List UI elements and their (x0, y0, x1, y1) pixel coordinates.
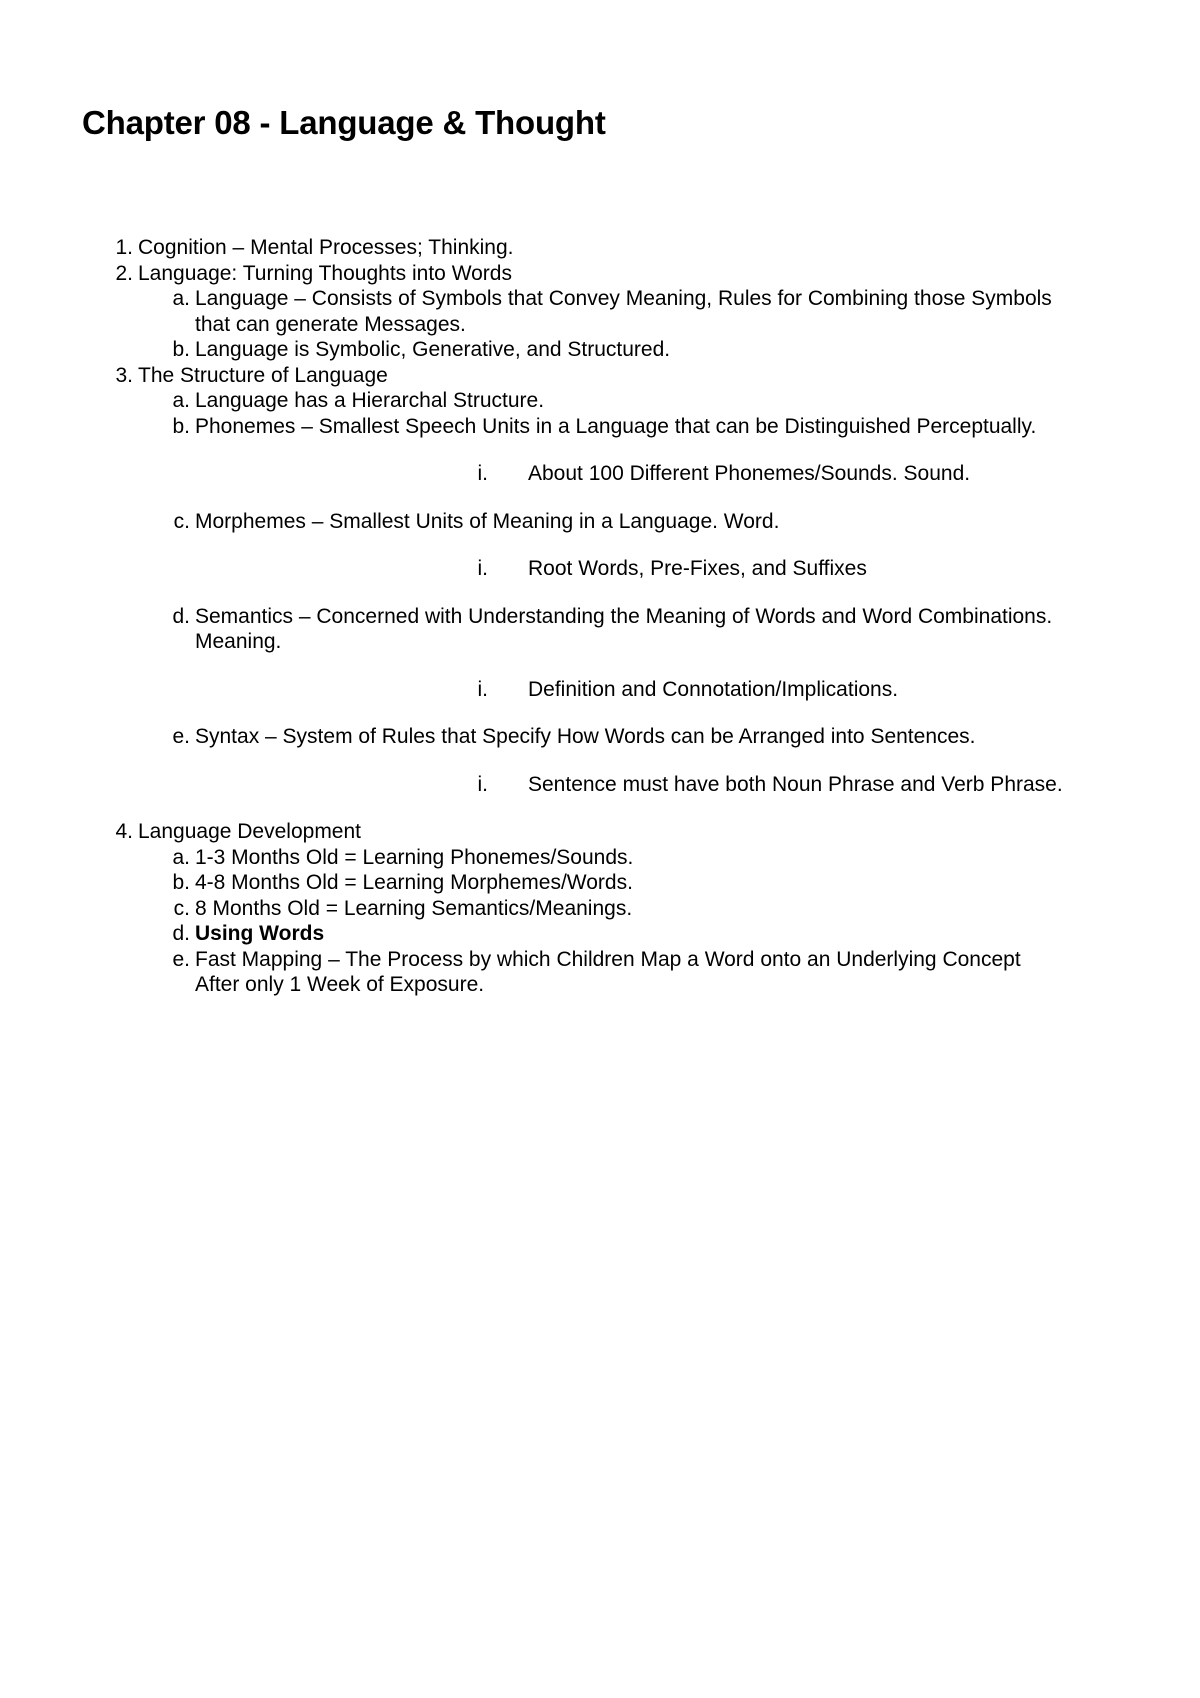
list-item (0, 261, 1200, 287)
list-item (0, 604, 1200, 630)
list-item-text: Sentence must have both Noun Phrase and Verb Phrase. (528, 772, 1063, 796)
list-item-text: Phonemes – Smallest Speech Units in a Language that can be Distinguished Perceptually. (195, 414, 1037, 438)
list-item-text: Root Words, Pre-Fixes, and Suffixes (528, 557, 867, 580)
list-marker: b. (172, 338, 190, 361)
list-item (0, 870, 1200, 896)
outline-list (0, 235, 1200, 998)
list-item (0, 819, 1200, 845)
list-item (0, 461, 1200, 487)
list-item-text: Language has a Hierarchal Structure. (195, 389, 545, 412)
list-marker: 4. (115, 820, 133, 843)
list-item (0, 414, 1200, 440)
list-item-text: 1-3 Months Old = Learning Phonemes/Sounds. (195, 845, 634, 869)
list-marker: b. (172, 871, 190, 894)
list-marker: 2. (115, 261, 133, 285)
list-item (0, 896, 1200, 922)
list-item-text: Meaning. (195, 630, 282, 653)
list-marker: c. (173, 896, 190, 920)
list-item-text: Fast Mapping – The Process by which Children Map a Word onto an Underlying Concept (195, 947, 1021, 971)
list-item-text: The Structure of Language (138, 363, 388, 387)
list-marker: i. (477, 557, 488, 580)
list-item-text: Language is Symbolic, Generative, and Structured. (195, 338, 671, 361)
list-item-text: Language Development (138, 820, 362, 843)
list-marker: a. (172, 389, 190, 412)
list-item-text: Syntax – System of Rules that Specify How Words can be Arranged into Sentences. (195, 725, 976, 748)
list-marker: i. (477, 677, 488, 701)
list-item (0, 388, 1200, 414)
list-item-text: that can generate Messages. (195, 312, 466, 336)
list-marker: c. (173, 509, 190, 533)
list-item-continuation (0, 629, 1200, 655)
list-item (0, 921, 1200, 947)
list-marker: 3. (115, 363, 133, 387)
list-item (0, 363, 1200, 389)
list-item-text: 4-8 Months Old = Learning Morphemes/Words. (195, 871, 633, 894)
list-item-text: 8 Months Old = Learning Semantics/Meanings. (195, 896, 633, 920)
list-marker: e. (172, 947, 190, 971)
list-item-text: Language: Turning Thoughts into Words (138, 261, 512, 285)
list-item (0, 235, 1200, 261)
list-item-text: Language – Consists of Symbols that Convey Meaning, Rules for Combining those Symbols (195, 287, 1052, 310)
list-item-continuation (0, 312, 1200, 338)
list-marker: e. (172, 725, 190, 748)
list-marker: d. (172, 922, 190, 945)
list-item-text: Cognition – Mental Processes; Thinking. (138, 236, 514, 259)
list-item (0, 509, 1200, 535)
page-title: Chapter 08 - Language & Thought (82, 104, 606, 141)
list-item (0, 724, 1200, 750)
list-item-text: About 100 Different Phonemes/Sounds. Sound. (528, 462, 971, 485)
list-item (0, 677, 1200, 703)
list-item (0, 947, 1200, 973)
list-item (0, 337, 1200, 363)
list-marker: d. (172, 604, 190, 628)
list-marker: i. (477, 462, 488, 485)
list-marker: a. (172, 845, 190, 869)
list-item-text: Semantics – Concerned with Understanding the Meaning of Words and Word Combinations. (195, 604, 1053, 628)
list-item (0, 772, 1200, 798)
list-item-text: Morphemes – Smallest Units of Meaning in a Language. Word. (195, 509, 780, 533)
list-marker: b. (172, 414, 190, 438)
list-item-text: Definition and Connotation/Implications. (528, 677, 899, 701)
list-item-continuation (0, 972, 1200, 998)
list-item (0, 845, 1200, 871)
list-item (0, 556, 1200, 582)
list-item-text-bold: Using Words (195, 922, 325, 945)
list-item (0, 286, 1200, 312)
list-item-text: After only 1 Week of Exposure. (195, 973, 485, 996)
list-marker: a. (172, 287, 190, 310)
list-marker: 1. (115, 236, 133, 259)
list-marker: i. (477, 772, 488, 796)
